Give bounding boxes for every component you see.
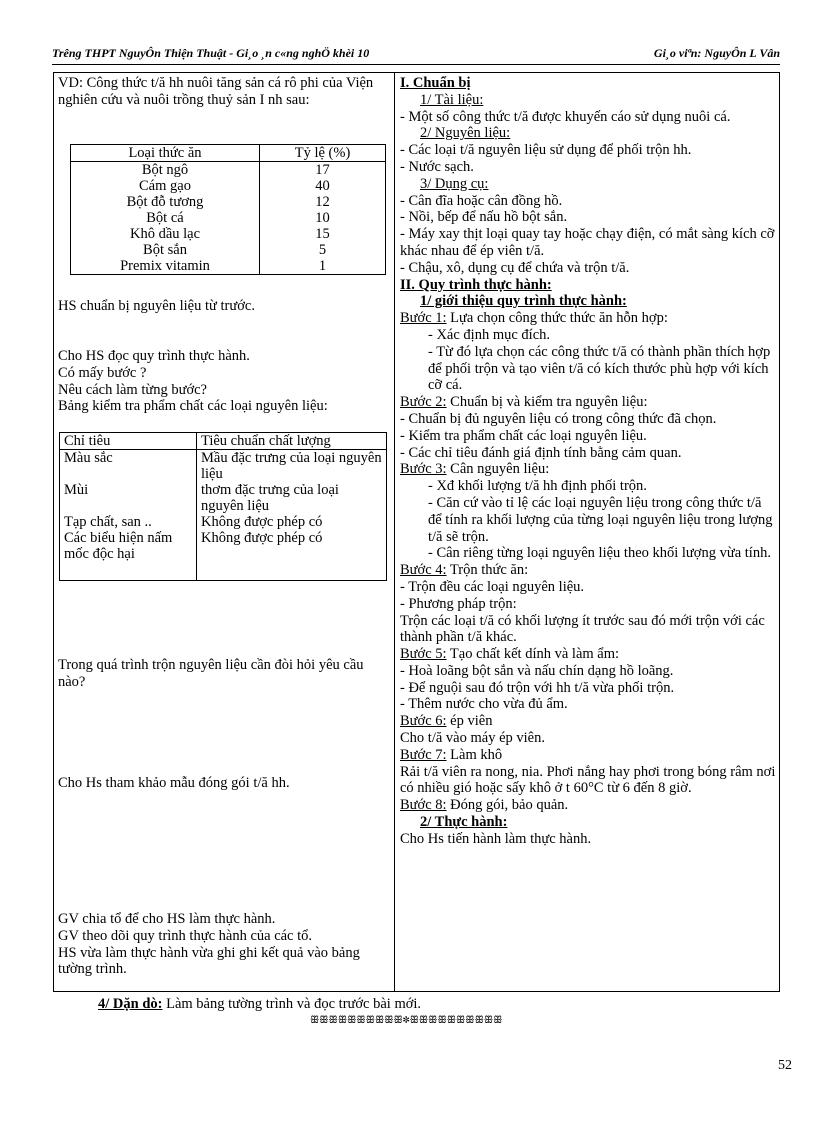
section-heading: II. Quy trình thực hành: <box>400 276 552 293</box>
quality-check-table <box>59 432 387 581</box>
table-header-cell: Tỷ lệ (%) <box>260 145 386 162</box>
homework-label: 4/ Dặn dò: <box>98 996 163 1012</box>
subsection-heading: 1/ Tài liệu: <box>420 91 484 108</box>
question-text: Nêu cách làm từng bước? <box>58 381 207 398</box>
question-text: Trong quá trình trộn nguyên liệu cần đòi hỏi yêu cầu nào? <box>58 657 364 690</box>
right-column: I. Chuẩn bị 1/ Tài liệu: - Một số công thức t/ă được khuyến cáo sử dụng nuôi cá. 2/ Nguyên liệu: - Các loại t/ă nguyên liệu sử dụng để phối trộn hh. - Nước sạch. 3/ Dụng cụ: - Cân đĩa hoặc cân đồng hồ. - Nồi, bếp để nấu hồ bột sắn. - Máy xay thịt loại quay tay hoặc chạy điện, có mắt sàng kích cỡ khác nhau để ép viên t/ă. - Chậu, xô, dụng cụ để chứa và trộn t/ă. II. Quy trình thực hành: 1/ giới thiệu quy trình thực hành: Bước 1: Lựa chọn công thức thức ăn hỗn hợp: - Xác định mục đích. - Từ đó lựa chọn các công thức t/ă có thành phần thích hợp để phối trộn và tạo viên t/ă có kích thước phù hợp với kích cỡ cá. Bước 2: Chuẩn bị và kiểm tra nguyên liệu: - Chuẩn bị đủ nguyên liệu có trong công thức đã chọn. - Kiểm tra phẩm chất các loại nguyên liệu. - Các chỉ tiêu đánh giá định tính bằng cảm quan. Bước 3: Cân nguyên liệu: - Xđ khối lượng t/ă hh định phối trộn. - Căn cứ vào tỉ lệ các loại nguyên liệu trong công thức t/ă để tính ra khối lượng của từng loại nguyên liệu trong lượng t/ă sẽ trộn. - Cân riêng từng loại nguyên liệu theo khối lượng vừa tính. Bước 4: Trộn thức ăn: - Trộn đều các loại nguyên liệu. - Phương pháp trộn: Trộn các loại t/ă có khối lượng ít trước sau đó mới trộn với các thành phần t/ă khác. Bước 5: Tạo chất kết dính và làm ẩm: - Hoà loãng bột sắn và nấu chín dạng hồ loãng. - Để nguội sau đó trộn với hh t/ă vừa phối trộn. - Thêm nước cho vừa đủ ẩm. Bước 6: ép viên Cho t/ă vào máy ép viên. Bước 7: Làm khô Rải t/ă viên ra nong, nia. Phơi nắng hay phơi trong bóng râm nơi có nhiều gió hoặc sấy khô ở t 60°C từ 6 đến 8 giờ. Bước 8: Đóng gói, bảo quản. 2/ Thực hành: Cho Hs tiến hành làm thực hành. <box>400 75 776 847</box>
column-divider <box>394 72 395 992</box>
step-6: Bước 6: ép viên <box>400 713 493 730</box>
table-row: Bột ngô 17 <box>71 162 386 179</box>
step-8: Bước 8: Đóng gói, bảo quản. <box>400 797 569 814</box>
header-teacher: Gi¸o viªn: NguyÔn L Vân <box>653 46 780 60</box>
table-header-row <box>60 433 387 450</box>
feed-formula-table <box>70 144 386 275</box>
table-row: Cám gạo 40 <box>71 178 386 194</box>
homework-note <box>98 996 421 1013</box>
question-text: Bảng kiểm tra phẩm chất các loại nguyên liệu: <box>58 398 328 415</box>
subsection-heading: 2/ Nguyên liệu: <box>420 125 511 142</box>
note-text: GV chia tổ để cho HS làm thực hành. <box>58 911 276 927</box>
table-header-row <box>71 145 386 162</box>
step-1: Bước 1: Lựa chọn công thức thức ăn hỗn hợp: <box>400 310 668 327</box>
left-questions <box>58 348 390 415</box>
question-text: Có mấy bước ? <box>58 364 147 381</box>
intro-text: VD: Công thức t/ă hh nuôi tăng sản cá rô phi của Viện nghiên cứu và nuôi trồng thuỷ sản I nh sau: <box>58 75 374 108</box>
left-packaging <box>58 775 390 792</box>
left-mixing-question <box>58 657 390 691</box>
question-text: Cho HS đọc quy trình thực hành. <box>58 348 250 364</box>
subsection-heading: 2/ Thực hành: <box>420 814 508 831</box>
left-intro <box>58 75 390 109</box>
table-row: Tạp chất, san .. Không được phép có <box>60 514 387 530</box>
homework-text: Làm bảng tường trình và đọc trước bài mới. <box>166 996 422 1012</box>
note-text: GV theo dõi quy trình thực hành của các tổ. <box>58 927 313 944</box>
subsection-heading: 1/ giới thiệu quy trình thực hành: <box>420 293 627 310</box>
table-row: Mùi thơm đặc trưng của loại nguyên liệu <box>60 482 387 514</box>
step-3: Bước 3: Cân nguyên liệu: <box>400 461 550 478</box>
table-row: Bột sắn 5 <box>71 242 386 258</box>
step-5: Bước 5: Tạo chất kết dính và làm ẩm: <box>400 646 620 663</box>
step-7: Bước 7: Làm khô <box>400 746 503 763</box>
table-header-cell: Loại thức ăn <box>71 145 260 162</box>
table-row: Bột đỗ tương 12 <box>71 194 386 210</box>
table-row: Màu sắc Mầu đặc trưng của loại nguyên liệu <box>60 450 387 483</box>
subsection-heading: 3/ Dụng cụ: <box>420 175 489 192</box>
question-text: Cho Hs tham khảo mẫu đóng gói t/ă hh. <box>58 775 290 791</box>
header-school: Trêng THPT NguyÔn Thiện Thuật - Gi¸o ¸n c«ng nghÖ khèi 10 <box>52 46 370 60</box>
step-2: Bước 2: Chuẩn bị và kiểm tra nguyên liệu: <box>400 394 648 411</box>
table-row: Bột cá 10 <box>71 210 386 226</box>
table-row: Các biểu hiện nấm mốc độc hại Không được phép có <box>60 530 387 581</box>
left-teacher-notes <box>58 911 390 978</box>
page-number: 52 <box>778 1058 792 1073</box>
section-heading: I. Chuẩn bị <box>400 75 471 91</box>
ornament-divider: ꕥꕥꕥꕥꕥꕥꕥꕥꕥꕥ✽ꕥꕥꕥꕥꕥꕥꕥꕥꕥꕥ <box>310 1015 503 1026</box>
table-row: Premix vitamin 1 <box>71 258 386 275</box>
step-4: Bước 4: Trộn thức ăn: <box>400 562 529 579</box>
prep-text: HS chuẩn bị nguyên liệu từ trước. <box>58 298 255 314</box>
table-header-cell: Chỉ tiêu <box>60 433 197 450</box>
header-rule <box>52 64 780 65</box>
table-header-cell: Tiêu chuẩn chất lượng <box>197 433 387 450</box>
table-row: Khô dầu lạc 15 <box>71 226 386 242</box>
note-text: HS vừa làm thực hành vừa ghi ghi kết quả vào bảng tường trình. <box>58 944 360 978</box>
left-prep <box>58 298 390 315</box>
